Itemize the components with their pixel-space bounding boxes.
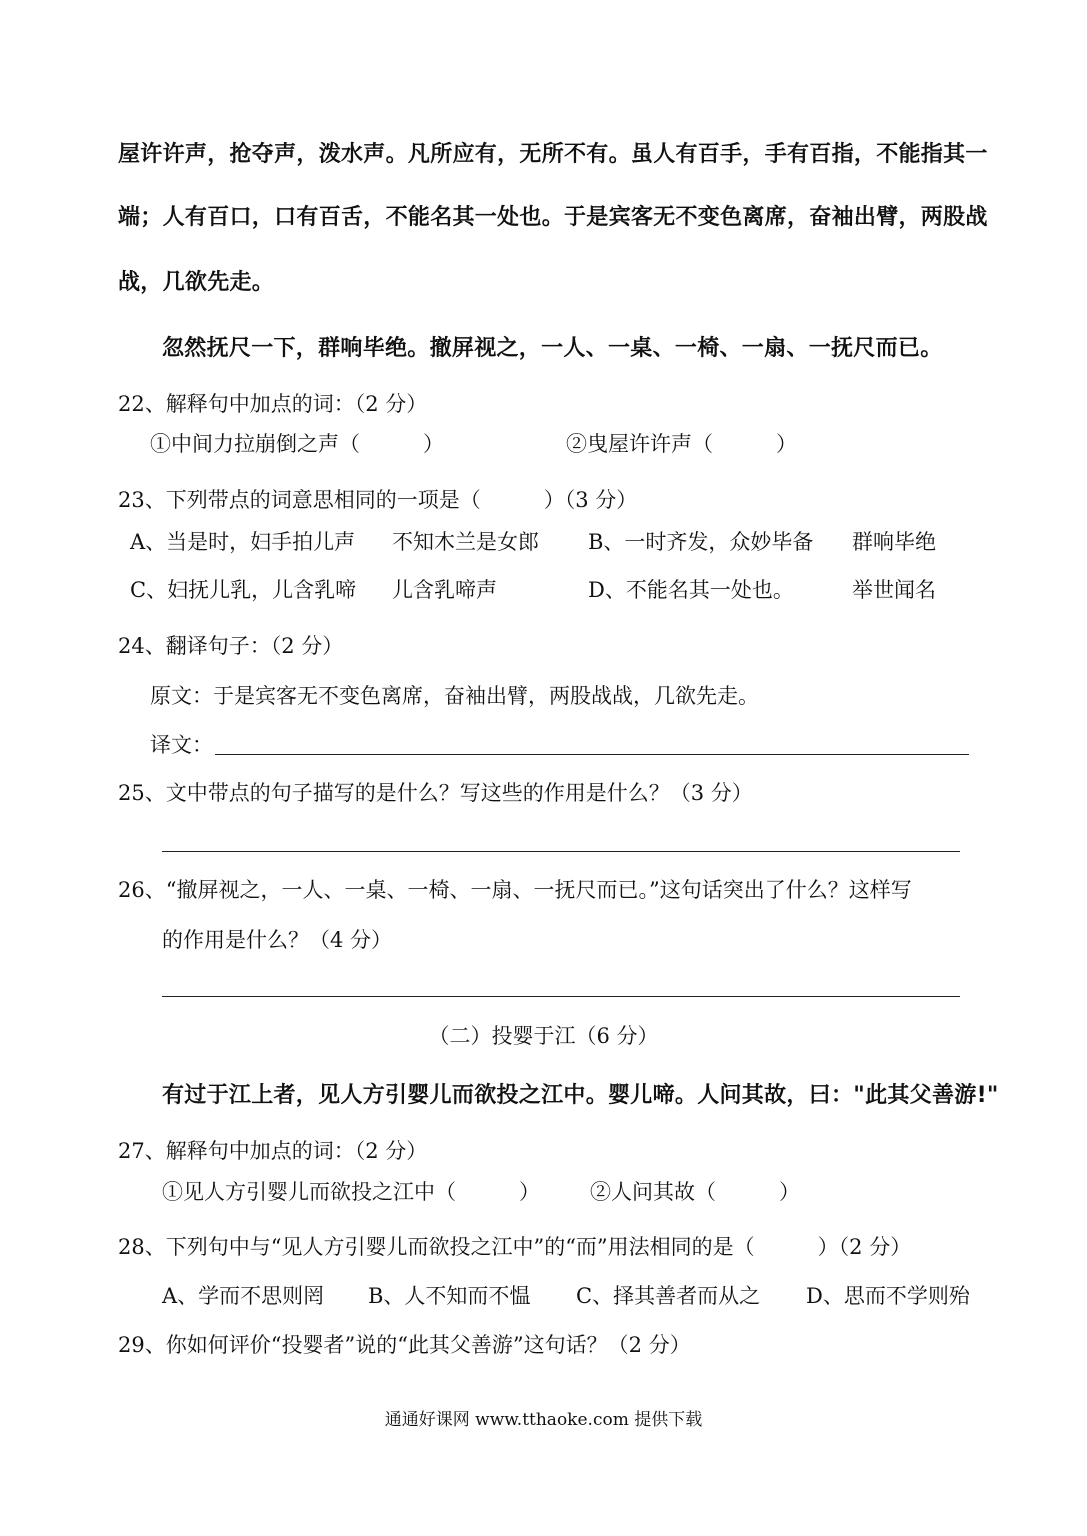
question-23-option-b-sentence-1: B、一时齐发，众妙毕备	[588, 530, 814, 554]
question-26-answer-line[interactable]	[162, 996, 960, 997]
question-25-stem: 25、文中带点的句子描写的是什么？写这些的作用是什么？（3 分）	[118, 781, 753, 805]
question-25-answer-line[interactable]	[162, 851, 960, 852]
section-2-passage: 有过于江上者，见人方引婴儿而欲投之江中。婴儿啼。人问其故，曰："此其父善游!"	[162, 1083, 999, 1108]
passage-line-1: 屋许许声，抢夺声，泼水声。凡所应有，无所不有。虽人有百手，手有百指，不能指其一	[118, 142, 988, 167]
question-28-stem: 28、下列句中与“见人方引婴儿而欲投之江中”的“而”用法相同的是（ ）（2 分）	[118, 1235, 912, 1259]
question-24-stem: 24、翻译句子：（2 分）	[118, 634, 344, 658]
question-29-stem: 29、你如何评价“投婴者”说的“此其父善游”这句话？（2 分）	[118, 1333, 691, 1357]
question-27-item-2: ②人问其故（ ）	[590, 1180, 800, 1204]
passage-line-2: 端；人有百口，口有百舌，不能名其一处也。于是宾客无不变色离席，奋袖出臂，两股战	[118, 205, 988, 230]
question-22-stem: 22、解释句中加点的词：（2 分）	[118, 392, 428, 416]
question-24-original-text: 原文：于是宾客无不变色离席，奋袖出臂，两股战战，几欲先走。	[150, 684, 759, 708]
question-22-item-2: ②曳屋许许声（ ）	[566, 432, 797, 456]
question-28-option-d: D、思而不学则殆	[806, 1284, 970, 1308]
question-26-line-2: 的作用是什么？（4 分）	[162, 928, 393, 952]
question-22-item-1: ①中间力拉崩倒之声（ ）	[150, 432, 444, 456]
question-28-option-a: A、学而不思则罔	[162, 1284, 325, 1308]
question-23-option-c-sentence-1: C、妇抚儿乳，儿含乳啼	[130, 578, 357, 602]
passage-line-3: 战，几欲先走。	[118, 270, 275, 295]
question-23-option-a-sentence-1: A、当是时，妇手拍儿声	[130, 530, 356, 554]
question-24-answer-line[interactable]	[215, 754, 969, 755]
question-23-option-d-sentence-2: 举世闻名	[852, 578, 936, 602]
question-23-option-b-sentence-2: 群响毕绝	[852, 530, 936, 554]
question-23-option-c-sentence-2: 儿含乳啼声	[392, 578, 497, 602]
section-2-title: （二）投婴于江（6 分）	[428, 1024, 659, 1048]
page-footer: 通通好课网 www.tthaoke.com 提供下载	[384, 1410, 703, 1430]
question-23-stem: 23、下列带点的词意思相同的一项是（ ）（3 分）	[118, 488, 638, 512]
question-23-option-d-sentence-1: D、不能名其一处也。	[588, 578, 794, 602]
question-24-translation-label: 译文：	[150, 733, 213, 757]
question-26-line-1: 26、“撤屏视之，一人、一桌、一椅、一扇、一抚尺而已。”这句话突出了什么？这样写	[118, 878, 912, 902]
question-28-option-b: B、人不知而不愠	[368, 1284, 531, 1308]
question-28-option-c: C、择其善者而从之	[576, 1284, 761, 1308]
passage-paragraph-2: 忽然抚尺一下，群响毕绝。撤屏视之，一人、一桌、一椅、一扇、一抚尺而已。	[162, 336, 943, 361]
question-23-option-a-sentence-2: 不知木兰是女郎	[392, 530, 539, 554]
question-27-item-1: ①见人方引婴儿而欲投之江中（ ）	[162, 1180, 540, 1204]
question-27-stem: 27、解释句中加点的词：（2 分）	[118, 1139, 428, 1163]
